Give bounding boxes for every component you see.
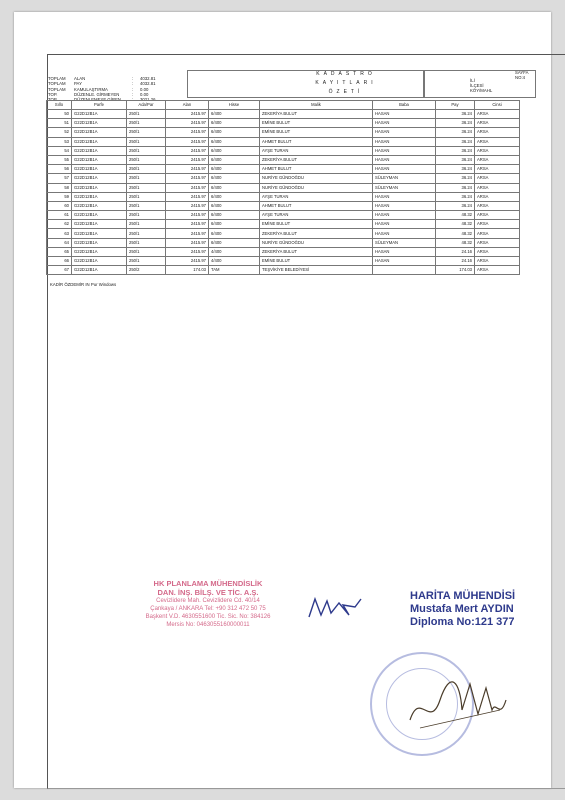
table-cell: ARSA	[475, 201, 520, 210]
table-cell: 250/1	[127, 211, 166, 220]
table-cell: 250/1	[127, 238, 166, 247]
table-cell: 174.03	[166, 266, 209, 275]
table-cell: 48.32	[436, 238, 475, 247]
table-cell: 60	[47, 201, 72, 210]
table-cell: 2415.97	[166, 137, 209, 146]
table-cell: 64	[47, 238, 72, 247]
table-cell: 250/1	[127, 119, 166, 128]
table-cell: 36.24	[436, 174, 475, 183]
table-cell: 36.24	[436, 110, 475, 119]
table-row	[47, 183, 520, 192]
total-key: TOP.	[48, 91, 58, 97]
table-row	[47, 146, 520, 155]
column-header: Sıllo	[47, 101, 72, 110]
table-cell: 6/400	[209, 128, 260, 137]
table-cell: ARSA	[475, 247, 520, 256]
table-cell: 174.03	[436, 266, 475, 275]
table-cell: NURİYE GÜNDOĞDU	[260, 174, 373, 183]
column-header: Cinsi	[475, 101, 520, 110]
table-cell: G22D12B1A	[72, 128, 127, 137]
table-cell: HASAN	[373, 192, 436, 201]
total-row: TOPLAM ALAN : 4032.81	[48, 76, 180, 81]
table-row	[47, 266, 520, 275]
column-header: Baba	[373, 101, 436, 110]
table-cell: G22D12B1A	[72, 257, 127, 266]
table-cell: ARSA	[475, 257, 520, 266]
company-stamp	[118, 580, 298, 629]
table-cell: AHMET BULUT	[260, 201, 373, 210]
table-cell: 250/1	[127, 229, 166, 238]
table-cell: 250/1	[127, 110, 166, 119]
ilce-label: İLÇESİ	[470, 83, 484, 88]
total-value: 3021.26	[140, 97, 156, 103]
table-cell: 250/1	[127, 257, 166, 266]
company-address: Cevizlidere Mah. Cevizlidere Cd. 40/14	[156, 598, 260, 604]
table-cell: SÜLEYMAN	[373, 174, 436, 183]
total-value: 0.00	[140, 86, 149, 92]
table-cell: G22D12B1A	[72, 110, 127, 119]
table-cell: 2415.97	[166, 247, 209, 256]
table-cell: 6/400	[209, 165, 260, 174]
table-cell: AYŞE TURAN	[260, 211, 373, 220]
table-cell: 24.16	[436, 257, 475, 266]
total-value: 4032.81	[140, 76, 156, 81]
table-cell: 65	[47, 247, 72, 256]
table-cell: AYŞE TURAN	[260, 146, 373, 155]
table-cell: 58	[47, 183, 72, 192]
table-cell: 50	[47, 110, 72, 119]
table-cell: 36.24	[436, 165, 475, 174]
table-cell: G22D12B1A	[72, 192, 127, 201]
table-cell: 62	[47, 220, 72, 229]
table-cell: ARSA	[475, 229, 520, 238]
table-cell: HASAN	[373, 165, 436, 174]
table-cell: HASAN	[373, 220, 436, 229]
cadastre-table	[46, 100, 520, 275]
table-cell: 250/1	[127, 192, 166, 201]
title-line-2: KAYITLARI	[315, 80, 377, 86]
table-cell: EMİNE BULUT	[260, 128, 373, 137]
table-cell: 250/1	[127, 146, 166, 155]
table-cell: 6/400	[209, 183, 260, 192]
table-cell: 2415.97	[166, 211, 209, 220]
table-cell: ARSA	[475, 174, 520, 183]
table-cell	[373, 266, 436, 275]
table-cell: AHMET BULUT	[260, 165, 373, 174]
table-cell: ARSA	[475, 137, 520, 146]
table-row	[47, 257, 520, 266]
table-cell: HASAN	[373, 229, 436, 238]
table-cell: 48.32	[436, 229, 475, 238]
table-cell: G22D12B1A	[72, 146, 127, 155]
table-body	[47, 110, 520, 275]
table-cell: ARSA	[475, 155, 520, 164]
table-cell: G22D12B1A	[72, 137, 127, 146]
table-cell: 6/400	[209, 201, 260, 210]
table-cell: HASAN	[373, 119, 436, 128]
table-cell: 36.24	[436, 155, 475, 164]
table-cell: SÜLEYMAN	[373, 238, 436, 247]
table-row	[47, 110, 520, 119]
table-cell: 57	[47, 174, 72, 183]
table-cell: 36.24	[436, 201, 475, 210]
column-header: Ada/Par	[127, 101, 166, 110]
table-cell: ARSA	[475, 165, 520, 174]
company-type: DAN. İNŞ. BİLŞ. VE TİC. A.Ş.	[157, 587, 259, 597]
table-cell: 48.32	[436, 211, 475, 220]
total-row: TOPLAM PAY : 4032.81	[48, 81, 180, 86]
table-cell: 36.24	[436, 119, 475, 128]
table-row	[47, 192, 520, 201]
table-cell: HASAN	[373, 128, 436, 137]
table-header-row	[47, 101, 520, 110]
table-cell: 2415.97	[166, 220, 209, 229]
total-key: TOP.	[48, 97, 58, 103]
table-cell: 6/400	[209, 238, 260, 247]
table-cell: ZEKERİYA BULUT	[260, 229, 373, 238]
table-cell: ARSA	[475, 128, 520, 137]
table-cell: G22D12B1A	[72, 247, 127, 256]
table-cell: 51	[47, 119, 72, 128]
table-cell: 24.16	[436, 247, 475, 256]
table-cell: 6/400	[209, 192, 260, 201]
table-cell: HASAN	[373, 201, 436, 210]
table-cell: 6/400	[209, 220, 260, 229]
table-cell: EMİNE BULUT	[260, 220, 373, 229]
table-cell: 63	[47, 229, 72, 238]
table-cell: 250/2	[127, 266, 166, 275]
il-label: İLİ	[470, 78, 475, 83]
table-cell: 6/400	[209, 174, 260, 183]
table-cell: G22D12B1A	[72, 266, 127, 275]
table-cell: 2415.97	[166, 192, 209, 201]
table-cell: 250/1	[127, 137, 166, 146]
table-cell: HASAN	[373, 257, 436, 266]
table-cell: G22D12B1A	[72, 238, 127, 247]
table-cell: 6/400	[209, 146, 260, 155]
table-cell: 6/400	[209, 110, 260, 119]
table-cell: 59	[47, 192, 72, 201]
total-key: TOPLAM	[48, 81, 66, 87]
table-cell: ARSA	[475, 266, 520, 275]
table-cell: 2415.97	[166, 174, 209, 183]
report-title	[286, 70, 406, 97]
total-row: TOP. DÜZENLE. GİRMEYEN : 0.00	[48, 92, 180, 97]
total-label: DÜZENLE. GİRMEYEN	[74, 91, 120, 97]
table-cell: 36.24	[436, 183, 475, 192]
table-row	[47, 155, 520, 164]
table-cell: 4/400	[209, 247, 260, 256]
table-cell: 250/1	[127, 174, 166, 183]
table-cell: G22D12B1A	[72, 119, 127, 128]
table-cell: HASAN	[373, 155, 436, 164]
table-row	[47, 174, 520, 183]
table-cell: 2415.97	[166, 183, 209, 192]
engineer-stamp	[410, 590, 515, 629]
table-cell: 2415.97	[166, 238, 209, 247]
table-cell: ZEKERİYA BULUT	[260, 247, 373, 256]
table-cell: 250/1	[127, 247, 166, 256]
table-cell: G22D12B1A	[72, 165, 127, 174]
table-row	[47, 220, 520, 229]
table-cell: TAM	[209, 266, 260, 275]
table-cell: 250/1	[127, 220, 166, 229]
table-cell: HASAN	[373, 110, 436, 119]
table-cell: G22D12B1A	[72, 174, 127, 183]
table-cell: G22D12B1A	[72, 211, 127, 220]
table-cell: AHMET BULUT	[260, 137, 373, 146]
company-mersis: Mersis No: 0463055160000011	[166, 622, 250, 628]
table-row	[47, 137, 520, 146]
table-cell: EMİNE BULUT	[260, 119, 373, 128]
total-label: DÜZENLEMEYE GİREN	[74, 97, 122, 103]
company-name: HK PLANLAMA MÜHENDİSLİK	[153, 579, 263, 588]
table-row	[47, 211, 520, 220]
table-cell: ARSA	[475, 110, 520, 119]
table-cell: ZEKERİYA BULUT	[260, 110, 373, 119]
table-cell: 2415.97	[166, 165, 209, 174]
company-tax: Başkent V.D. 4630551600 Tic. Sic. No: 384126	[145, 614, 271, 620]
table-row	[47, 247, 520, 256]
table-cell: SÜLEYMAN	[373, 183, 436, 192]
engineer-name: Mustafa Mert AYDIN	[410, 603, 514, 615]
table-cell: ARSA	[475, 146, 520, 155]
page-number: SAYFA NO:4	[515, 70, 529, 80]
company-phone: Çankaya / ANKARA Tel: +90 312 472 50 75	[150, 606, 266, 612]
signature-1	[305, 593, 365, 623]
table-cell: ARSA	[475, 192, 520, 201]
total-label: ALAN	[74, 76, 86, 81]
total-label: KAMULAŞTIRMA	[74, 86, 108, 92]
table-cell: G22D12B1A	[72, 201, 127, 210]
location-labels	[470, 78, 492, 93]
total-label: PAY	[74, 81, 82, 87]
table-row	[47, 201, 520, 210]
table-cell: TEŞVİKİYE BELEDİYESİ	[260, 266, 373, 275]
table-cell: ZEKERİYA BULUT	[260, 155, 373, 164]
table-cell: 250/1	[127, 165, 166, 174]
table-cell: ARSA	[475, 119, 520, 128]
column-header: Pay	[436, 101, 475, 110]
table-cell: 2415.97	[166, 229, 209, 238]
table-cell: 67	[47, 266, 72, 275]
table-cell: G22D12B1A	[72, 220, 127, 229]
table-cell: 2415.97	[166, 119, 209, 128]
engineer-title: HARİTA MÜHENDİSİ	[410, 590, 516, 602]
table-cell: HASAN	[373, 247, 436, 256]
engineer-diploma: Diploma No:121 377	[410, 616, 515, 628]
table-cell: ARSA	[475, 183, 520, 192]
koy-label: KÖY/MAHL	[470, 88, 493, 93]
table-cell: 6/400	[209, 155, 260, 164]
table-cell: HASAN	[373, 211, 436, 220]
column-header: Malik	[260, 101, 373, 110]
total-key: TOPLAM	[48, 86, 66, 92]
table-cell: HASAN	[373, 146, 436, 155]
total-key: TOPLAM	[48, 76, 66, 81]
table-cell: 250/1	[127, 183, 166, 192]
table-cell: 66	[47, 257, 72, 266]
table-cell: HASAN	[373, 137, 436, 146]
table-row	[47, 128, 520, 137]
table-row	[47, 119, 520, 128]
table-cell: 2415.97	[166, 201, 209, 210]
table-cell: NURİYE GÜNDOĞDU	[260, 238, 373, 247]
column-header: Hisse	[209, 101, 260, 110]
total-row: TOPLAM KAMULAŞTIRMA : 0.00	[48, 87, 180, 92]
total-value: 0.00	[140, 91, 149, 97]
table-cell: 4/400	[209, 257, 260, 266]
table-cell: 6/400	[209, 211, 260, 220]
total-row: TOP. DÜZENLEMEYE GİREN : 3021.26	[48, 97, 180, 102]
column-header: Alan	[166, 101, 209, 110]
table-cell: 250/1	[127, 155, 166, 164]
table-cell: ARSA	[475, 238, 520, 247]
table-cell: ARSA	[475, 211, 520, 220]
table-cell: NURİYE GÜNDOĞDU	[260, 183, 373, 192]
table-cell: 2415.97	[166, 128, 209, 137]
table-cell: 2415.97	[166, 155, 209, 164]
table-cell: G22D12B1A	[72, 155, 127, 164]
table-cell: 36.24	[436, 146, 475, 155]
footer-text: KADİR ÖZDEMİR IN Pur Windows	[50, 282, 117, 287]
title-line-3: ÖZETİ	[328, 89, 364, 95]
table-cell: G22D12B1A	[72, 183, 127, 192]
table-cell: 53	[47, 137, 72, 146]
table-cell: 6/400	[209, 119, 260, 128]
total-value: 4032.81	[140, 81, 156, 87]
table-cell: 36.24	[436, 192, 475, 201]
table-cell: G22D12B1A	[72, 229, 127, 238]
totals-block	[48, 76, 180, 102]
table-cell: AYŞE TURAN	[260, 192, 373, 201]
table-cell: 52	[47, 128, 72, 137]
table-cell: 36.24	[436, 137, 475, 146]
table-cell: 250/1	[127, 201, 166, 210]
table-cell: 55	[47, 155, 72, 164]
column-header: Parfe	[72, 101, 127, 110]
table-cell: 2415.97	[166, 257, 209, 266]
signature-2	[400, 670, 510, 740]
table-cell: ARSA	[475, 220, 520, 229]
table-cell: 2415.97	[166, 110, 209, 119]
title-line-1: KADASTRO	[316, 71, 376, 77]
table-row	[47, 165, 520, 174]
table-cell: 6/400	[209, 229, 260, 238]
table-row	[47, 238, 520, 247]
table-cell: 54	[47, 146, 72, 155]
table-row	[47, 229, 520, 238]
table-cell: 61	[47, 211, 72, 220]
table-cell: 56	[47, 165, 72, 174]
table-cell: 6/400	[209, 137, 260, 146]
table-cell: 2415.97	[166, 146, 209, 155]
table-cell: 48.32	[436, 220, 475, 229]
table-cell: EMİNE BULUT	[260, 257, 373, 266]
table-cell: 250/1	[127, 128, 166, 137]
table-cell: 36.24	[436, 128, 475, 137]
